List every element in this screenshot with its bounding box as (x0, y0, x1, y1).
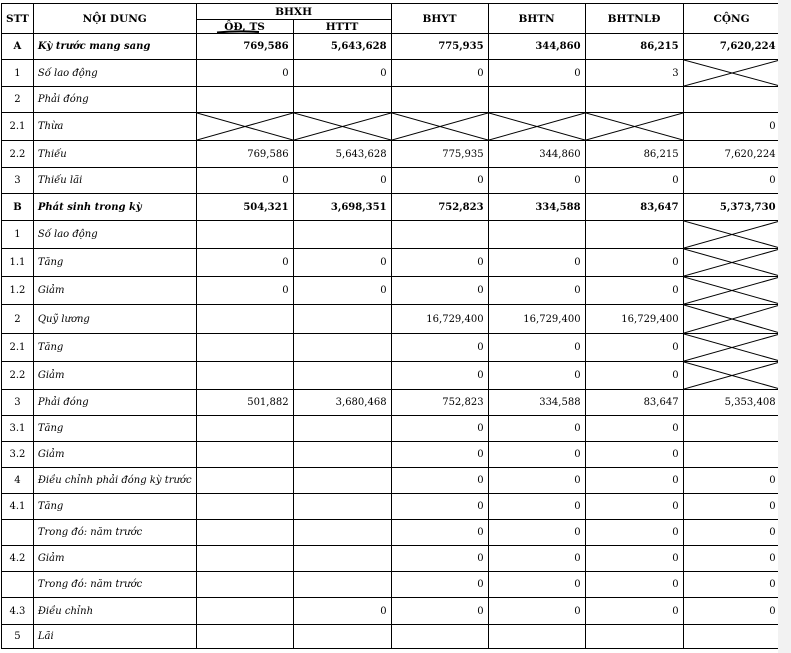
cell-value: 752,823 (391, 390, 488, 416)
cell-value: 0 (391, 249, 488, 277)
row-stt: 4.2 (2, 546, 34, 572)
cell-value: 86,215 (585, 34, 683, 60)
cell-value (293, 305, 391, 334)
row-stt: 2 (2, 305, 34, 334)
row-label: Giảm (33, 362, 196, 390)
table-row (2, 520, 781, 546)
cell-value: 83,647 (585, 194, 683, 221)
cell-value: 0 (585, 572, 683, 598)
row-label: Thiếu (33, 141, 196, 168)
cell-value: 0 (585, 468, 683, 494)
row-label: Thừa (33, 113, 196, 141)
table-row (2, 494, 781, 520)
cell-value (293, 362, 391, 390)
table-row (2, 60, 781, 87)
cell-value: 5,373,730 (683, 194, 780, 221)
cell-value (488, 625, 585, 649)
cell-value (196, 334, 293, 362)
cell-value: 344,860 (488, 141, 585, 168)
cell-value (293, 87, 391, 113)
cell-value: 0 (683, 113, 780, 141)
cell-value (391, 221, 488, 249)
cell-value: 0 (683, 598, 780, 625)
header-content: NỘI DUNG (33, 4, 196, 34)
cell-value: 16,729,400 (488, 305, 585, 334)
cell-value (391, 87, 488, 113)
row-stt: 2.2 (2, 141, 34, 168)
row-label: Giảm (33, 546, 196, 572)
header-bhyt: BHYT (391, 4, 488, 34)
row-label: Phải đóng (33, 390, 196, 416)
table-row (2, 442, 781, 468)
cell-value (488, 87, 585, 113)
cell-value: 0 (585, 168, 683, 194)
crossed-out-cell (293, 113, 391, 141)
cell-value: 0 (391, 168, 488, 194)
header-httt: HTTT (293, 20, 391, 34)
row-stt: 1.2 (2, 277, 34, 305)
row-label: Giảm (33, 277, 196, 305)
row-stt: 1.1 (2, 249, 34, 277)
cell-value (196, 416, 293, 442)
row-label: Điều chỉnh phải đóng kỳ trước (33, 468, 196, 494)
cell-value: 0 (585, 416, 683, 442)
cell-value: 0 (391, 494, 488, 520)
cell-value (196, 598, 293, 625)
row-label: Trong đó: năm trước (33, 572, 196, 598)
cell-value: 0 (488, 168, 585, 194)
cell-value: 0 (585, 334, 683, 362)
cell-value: 0 (391, 546, 488, 572)
row-label: Tăng (33, 416, 196, 442)
row-label: Thiếu lãi (33, 168, 196, 194)
cell-value: 0 (488, 277, 585, 305)
cell-value: 0 (683, 468, 780, 494)
cell-value: 0 (196, 168, 293, 194)
crossed-out-cell (683, 334, 780, 362)
cell-value: 3 (585, 60, 683, 87)
cell-value: 334,588 (488, 194, 585, 221)
header-stt: STT (2, 4, 34, 34)
row-label: Số lao động (33, 60, 196, 87)
crossed-out-cell (683, 305, 780, 334)
cell-value: 83,647 (585, 390, 683, 416)
cell-value: 0 (488, 572, 585, 598)
cell-value: 0 (196, 249, 293, 277)
row-stt: 3 (2, 168, 34, 194)
row-stt: 4 (2, 468, 34, 494)
row-stt: B (2, 194, 34, 221)
cell-value (683, 625, 780, 649)
cell-value: 0 (391, 277, 488, 305)
cell-value (196, 572, 293, 598)
row-stt: 2.2 (2, 362, 34, 390)
cell-value: 0 (488, 546, 585, 572)
table-row (2, 194, 781, 221)
cell-value: 0 (391, 572, 488, 598)
cell-value: 344,860 (488, 34, 585, 60)
row-stt: 3.1 (2, 416, 34, 442)
crossed-out-cell (196, 113, 293, 141)
table-row (2, 113, 781, 141)
table-row (2, 87, 781, 113)
cell-value: 0 (585, 442, 683, 468)
table-body (2, 34, 781, 649)
table-row (2, 625, 781, 649)
cell-value (293, 625, 391, 649)
cell-value (293, 221, 391, 249)
header-bhxh: BHXH (196, 4, 391, 20)
cell-value: 0 (585, 362, 683, 390)
table-row (2, 34, 781, 60)
cell-value: 752,823 (391, 194, 488, 221)
table-row (2, 390, 781, 416)
cell-value: 0 (585, 520, 683, 546)
row-label: Tăng (33, 249, 196, 277)
table-row (2, 416, 781, 442)
cell-value (196, 221, 293, 249)
table-row (2, 362, 781, 390)
cell-value (293, 468, 391, 494)
cell-value: 334,588 (488, 390, 585, 416)
cell-value: 0 (391, 520, 488, 546)
cell-value (196, 546, 293, 572)
crossed-out-cell (683, 249, 780, 277)
cell-value: 775,935 (391, 141, 488, 168)
cell-value (196, 362, 293, 390)
crossed-out-cell (683, 362, 780, 390)
page-edge (778, 0, 791, 653)
cell-value (585, 625, 683, 649)
cell-value: 501,882 (196, 390, 293, 416)
row-stt: 2.1 (2, 113, 34, 141)
cell-value: 504,321 (196, 194, 293, 221)
cell-value (196, 625, 293, 649)
table-row (2, 221, 781, 249)
cell-value: 0 (293, 598, 391, 625)
cell-value: 0 (293, 277, 391, 305)
cell-value: 0 (196, 277, 293, 305)
cell-value: 0 (585, 598, 683, 625)
cell-value: 0 (488, 598, 585, 625)
cell-value: 3,680,468 (293, 390, 391, 416)
cell-value (196, 305, 293, 334)
cell-value: 7,620,224 (683, 141, 780, 168)
table-row (2, 249, 781, 277)
cell-value (293, 442, 391, 468)
row-stt: 1 (2, 60, 34, 87)
header-total: CỘNG (683, 4, 780, 34)
cell-value: 3,698,351 (293, 194, 391, 221)
row-label: Tăng (33, 494, 196, 520)
crossed-out-cell (488, 113, 585, 141)
row-label: Tăng (33, 334, 196, 362)
row-stt: 3 (2, 390, 34, 416)
cell-value (293, 416, 391, 442)
table-row (2, 334, 781, 362)
row-stt (2, 520, 34, 546)
cell-value (196, 494, 293, 520)
cell-value (196, 87, 293, 113)
cell-value: 0 (488, 334, 585, 362)
cell-value: 0 (488, 442, 585, 468)
annotation-underline-mark (216, 30, 260, 34)
cell-value (293, 572, 391, 598)
cell-value: 0 (488, 60, 585, 87)
cell-value: 0 (391, 334, 488, 362)
row-label: Điều chỉnh (33, 598, 196, 625)
cell-value: 0 (293, 60, 391, 87)
cell-value: 0 (488, 468, 585, 494)
table-row (2, 546, 781, 572)
cell-value: 0 (488, 249, 585, 277)
cell-value: 0 (585, 546, 683, 572)
table-row (2, 468, 781, 494)
cell-value: 86,215 (585, 141, 683, 168)
cell-value: 0 (683, 168, 780, 194)
cell-value (196, 442, 293, 468)
cell-value: 775,935 (391, 34, 488, 60)
cell-value: 0 (683, 520, 780, 546)
table-row (2, 168, 781, 194)
cell-value (196, 520, 293, 546)
row-stt: 1 (2, 221, 34, 249)
row-stt: 5 (2, 625, 34, 649)
cell-value: 769,586 (196, 34, 293, 60)
row-stt: A (2, 34, 34, 60)
row-label: Phải đóng (33, 87, 196, 113)
row-stt: 2 (2, 87, 34, 113)
table-row (2, 598, 781, 625)
row-label: Kỳ trước mang sang (33, 34, 196, 60)
row-stt: 2.1 (2, 334, 34, 362)
cell-value: 16,729,400 (391, 305, 488, 334)
cell-value (293, 494, 391, 520)
table-row (2, 141, 781, 168)
crossed-out-cell (683, 277, 780, 305)
row-label: Quỹ lương (33, 305, 196, 334)
table-row (2, 572, 781, 598)
crossed-out-cell (391, 113, 488, 141)
cell-value: 0 (683, 494, 780, 520)
row-label: Số lao động (33, 221, 196, 249)
cell-value (585, 87, 683, 113)
table-row (2, 277, 781, 305)
cell-value (488, 221, 585, 249)
crossed-out-cell (683, 60, 780, 87)
cell-value: 0 (293, 168, 391, 194)
cell-value (585, 221, 683, 249)
row-stt: 3.2 (2, 442, 34, 468)
cell-value: 0 (391, 416, 488, 442)
cell-value: 0 (196, 60, 293, 87)
row-stt: 4.1 (2, 494, 34, 520)
cell-value (293, 334, 391, 362)
cell-value: 0 (488, 494, 585, 520)
cell-value: 0 (585, 494, 683, 520)
crossed-out-cell (683, 221, 780, 249)
cell-value (293, 546, 391, 572)
cell-value: 0 (293, 249, 391, 277)
cell-value: 0 (585, 249, 683, 277)
cell-value (391, 625, 488, 649)
cell-value (293, 520, 391, 546)
table-row (2, 305, 781, 334)
cell-value: 0 (488, 416, 585, 442)
cell-value: 0 (391, 60, 488, 87)
cell-value: 0 (391, 468, 488, 494)
cell-value: 16,729,400 (585, 305, 683, 334)
crossed-out-cell (585, 113, 683, 141)
cell-value: 0 (391, 442, 488, 468)
row-label: Phát sinh trong kỳ (33, 194, 196, 221)
cell-value: 5,643,628 (293, 34, 391, 60)
header-bhtn: BHTN (488, 4, 585, 34)
cell-value: 0 (488, 362, 585, 390)
cell-value: 0 (585, 277, 683, 305)
cell-value: 769,586 (196, 141, 293, 168)
cell-value (683, 87, 780, 113)
cell-value: 0 (391, 598, 488, 625)
cell-value: 7,620,224 (683, 34, 780, 60)
cell-value: 0 (683, 546, 780, 572)
cell-value (196, 468, 293, 494)
cell-value: 5,643,628 (293, 141, 391, 168)
row-label: Giảm (33, 442, 196, 468)
row-label: Lãi (33, 625, 196, 649)
contribution-table (1, 3, 781, 649)
cell-value: 0 (683, 572, 780, 598)
cell-value (683, 416, 780, 442)
row-stt (2, 572, 34, 598)
cell-value: 0 (391, 362, 488, 390)
row-label: Trong đó: năm trước (33, 520, 196, 546)
header-bhtnld: BHTNLĐ (585, 4, 683, 34)
cell-value (683, 442, 780, 468)
header-od-ts: ÔĐ, TS (196, 20, 293, 34)
cell-value: 5,353,408 (683, 390, 780, 416)
row-stt: 4.3 (2, 598, 34, 625)
cell-value: 0 (488, 520, 585, 546)
